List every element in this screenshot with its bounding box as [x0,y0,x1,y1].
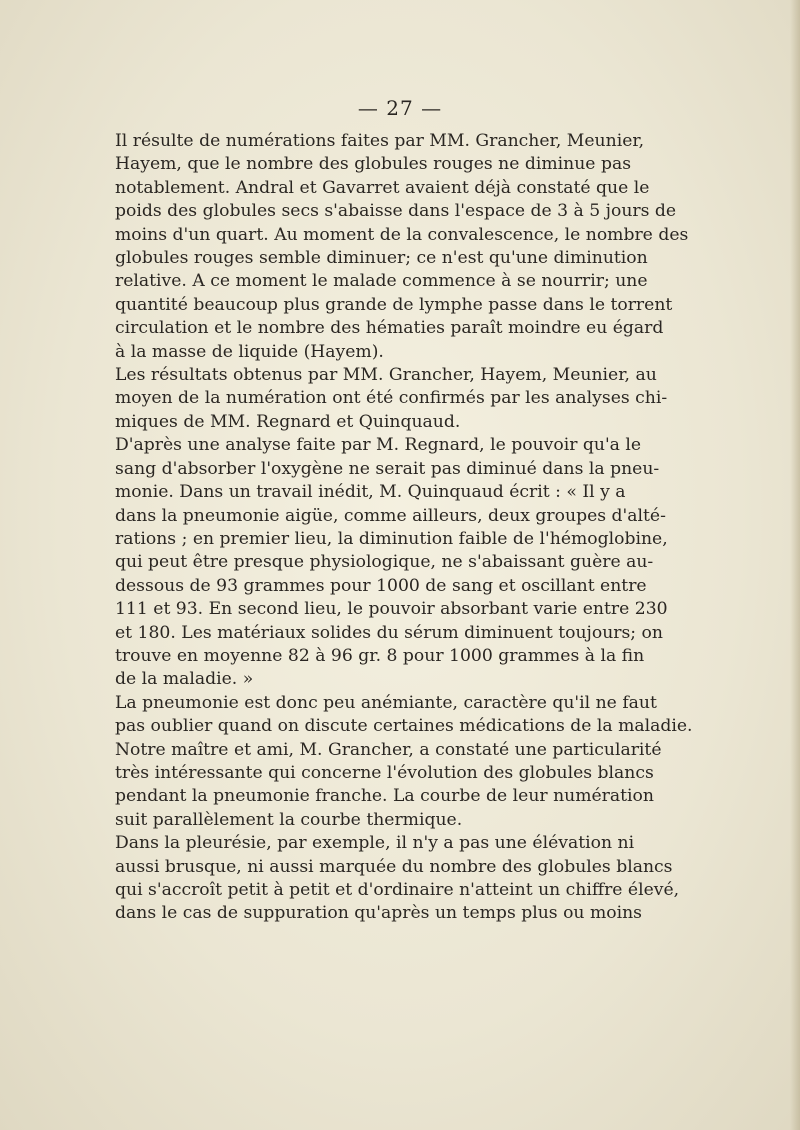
text-line: globules rouges semble diminuer; ce n'est qu'une diminution [115,248,648,269]
text-line: poids des globules secs s'abaisse dans l'espace de 3 à 5 jours de [115,201,677,222]
text-line: de la maladie. » [115,669,254,690]
text-line: sang d'absorber l'oxygène ne serait pas diminué dans la pneu- [115,458,660,479]
text-line: dans la pneumonie aigüe, comme ailleurs, deux groupes d'alté- [115,505,666,526]
text-line: circulation et le nombre des hématies paraît moindre eu égard [115,318,664,339]
text-line: trouve en moyenne 82 à 96 gr. 8 pour 1000 grammes à la fin [115,645,645,666]
text-line: très intéressante qui concerne l'évolution des globules blancs [115,762,654,783]
text-line: pendant la pneumonie franche. La courbe de leur numération [115,786,654,807]
body-text [115,130,693,926]
text-line: suit parallèlement la courbe thermique. [115,809,463,830]
text-line: dessous de 93 grammes pour 1000 de sang et oscillant entre [115,575,647,596]
paragraph [115,434,668,691]
paragraph [115,130,689,364]
text-line: à la masse de liquide (Hayem). [115,341,384,362]
text-line: Hayem, que le nombre des globules rouges ne diminue pas [115,154,632,175]
text-line: monie. Dans un travail inédit, M. Quinquaud écrit : « Il y a [115,482,626,503]
text-line: aussi brusque, ni aussi marquée du nombre des globules blancs [115,856,673,877]
text-line: Notre maître et ami, M. Grancher, a constaté une particularité [115,739,662,760]
text-line: moins d'un quart. Au moment de la convalescence, le nombre des [115,224,689,245]
text-line: Il résulte de numérations faites par MM. Grancher, Meunier, [115,131,645,151]
page-edge-shadow [790,0,800,1130]
text-line: et 180. Les matériaux solides du sérum diminuent toujours; on [115,622,663,643]
text-line: qui s'accroît petit à petit et d'ordinaire n'atteint un chiffre élevé, [115,880,680,900]
text-line: notablement. Andral et Gavarret avaient déjà constaté que le [115,177,650,198]
text-line: 111 et 93. En second lieu, le pouvoir absorbant varie entre 230 [115,599,668,620]
page-number: — 27 — [357,96,443,120]
text-line: miques de MM. Regnard et Quinquaud. [115,411,461,432]
text-line: rations ; en premier lieu, la diminution faible de l'hémoglobine, [115,528,668,549]
text-line: D'après une analyse faite par M. Regnard, le pouvoir qu'a le [115,435,642,456]
text-line: dans le cas de suppuration qu'après un temps plus ou moins [115,903,642,924]
text-line: Les résultats obtenus par MM. Grancher, Hayem, Meunier, au [115,365,657,386]
text-line: La pneumonie est donc peu anémiante, caractère qu'il ne faut [115,692,657,713]
text-line: relative. A ce moment le malade commence à se nourrir; une [115,271,648,292]
text-line: Dans la pleurésie, par exemple, il n'y a pas une élévation ni [115,833,635,854]
paragraph [115,739,662,833]
text-line: pas oublier quand on discute certaines médications de la maladie. [115,716,693,737]
text-line: qui peut être presque physiologique, ne s'abaissant guère au- [115,552,654,573]
paragraph [115,692,693,739]
text-line: moyen de la numération ont été confirmés par les analyses chi- [115,388,668,409]
text-line: quantité beaucoup plus grande de lymphe passe dans le torrent [115,294,673,315]
paragraph [115,832,680,926]
paragraph [115,364,668,434]
